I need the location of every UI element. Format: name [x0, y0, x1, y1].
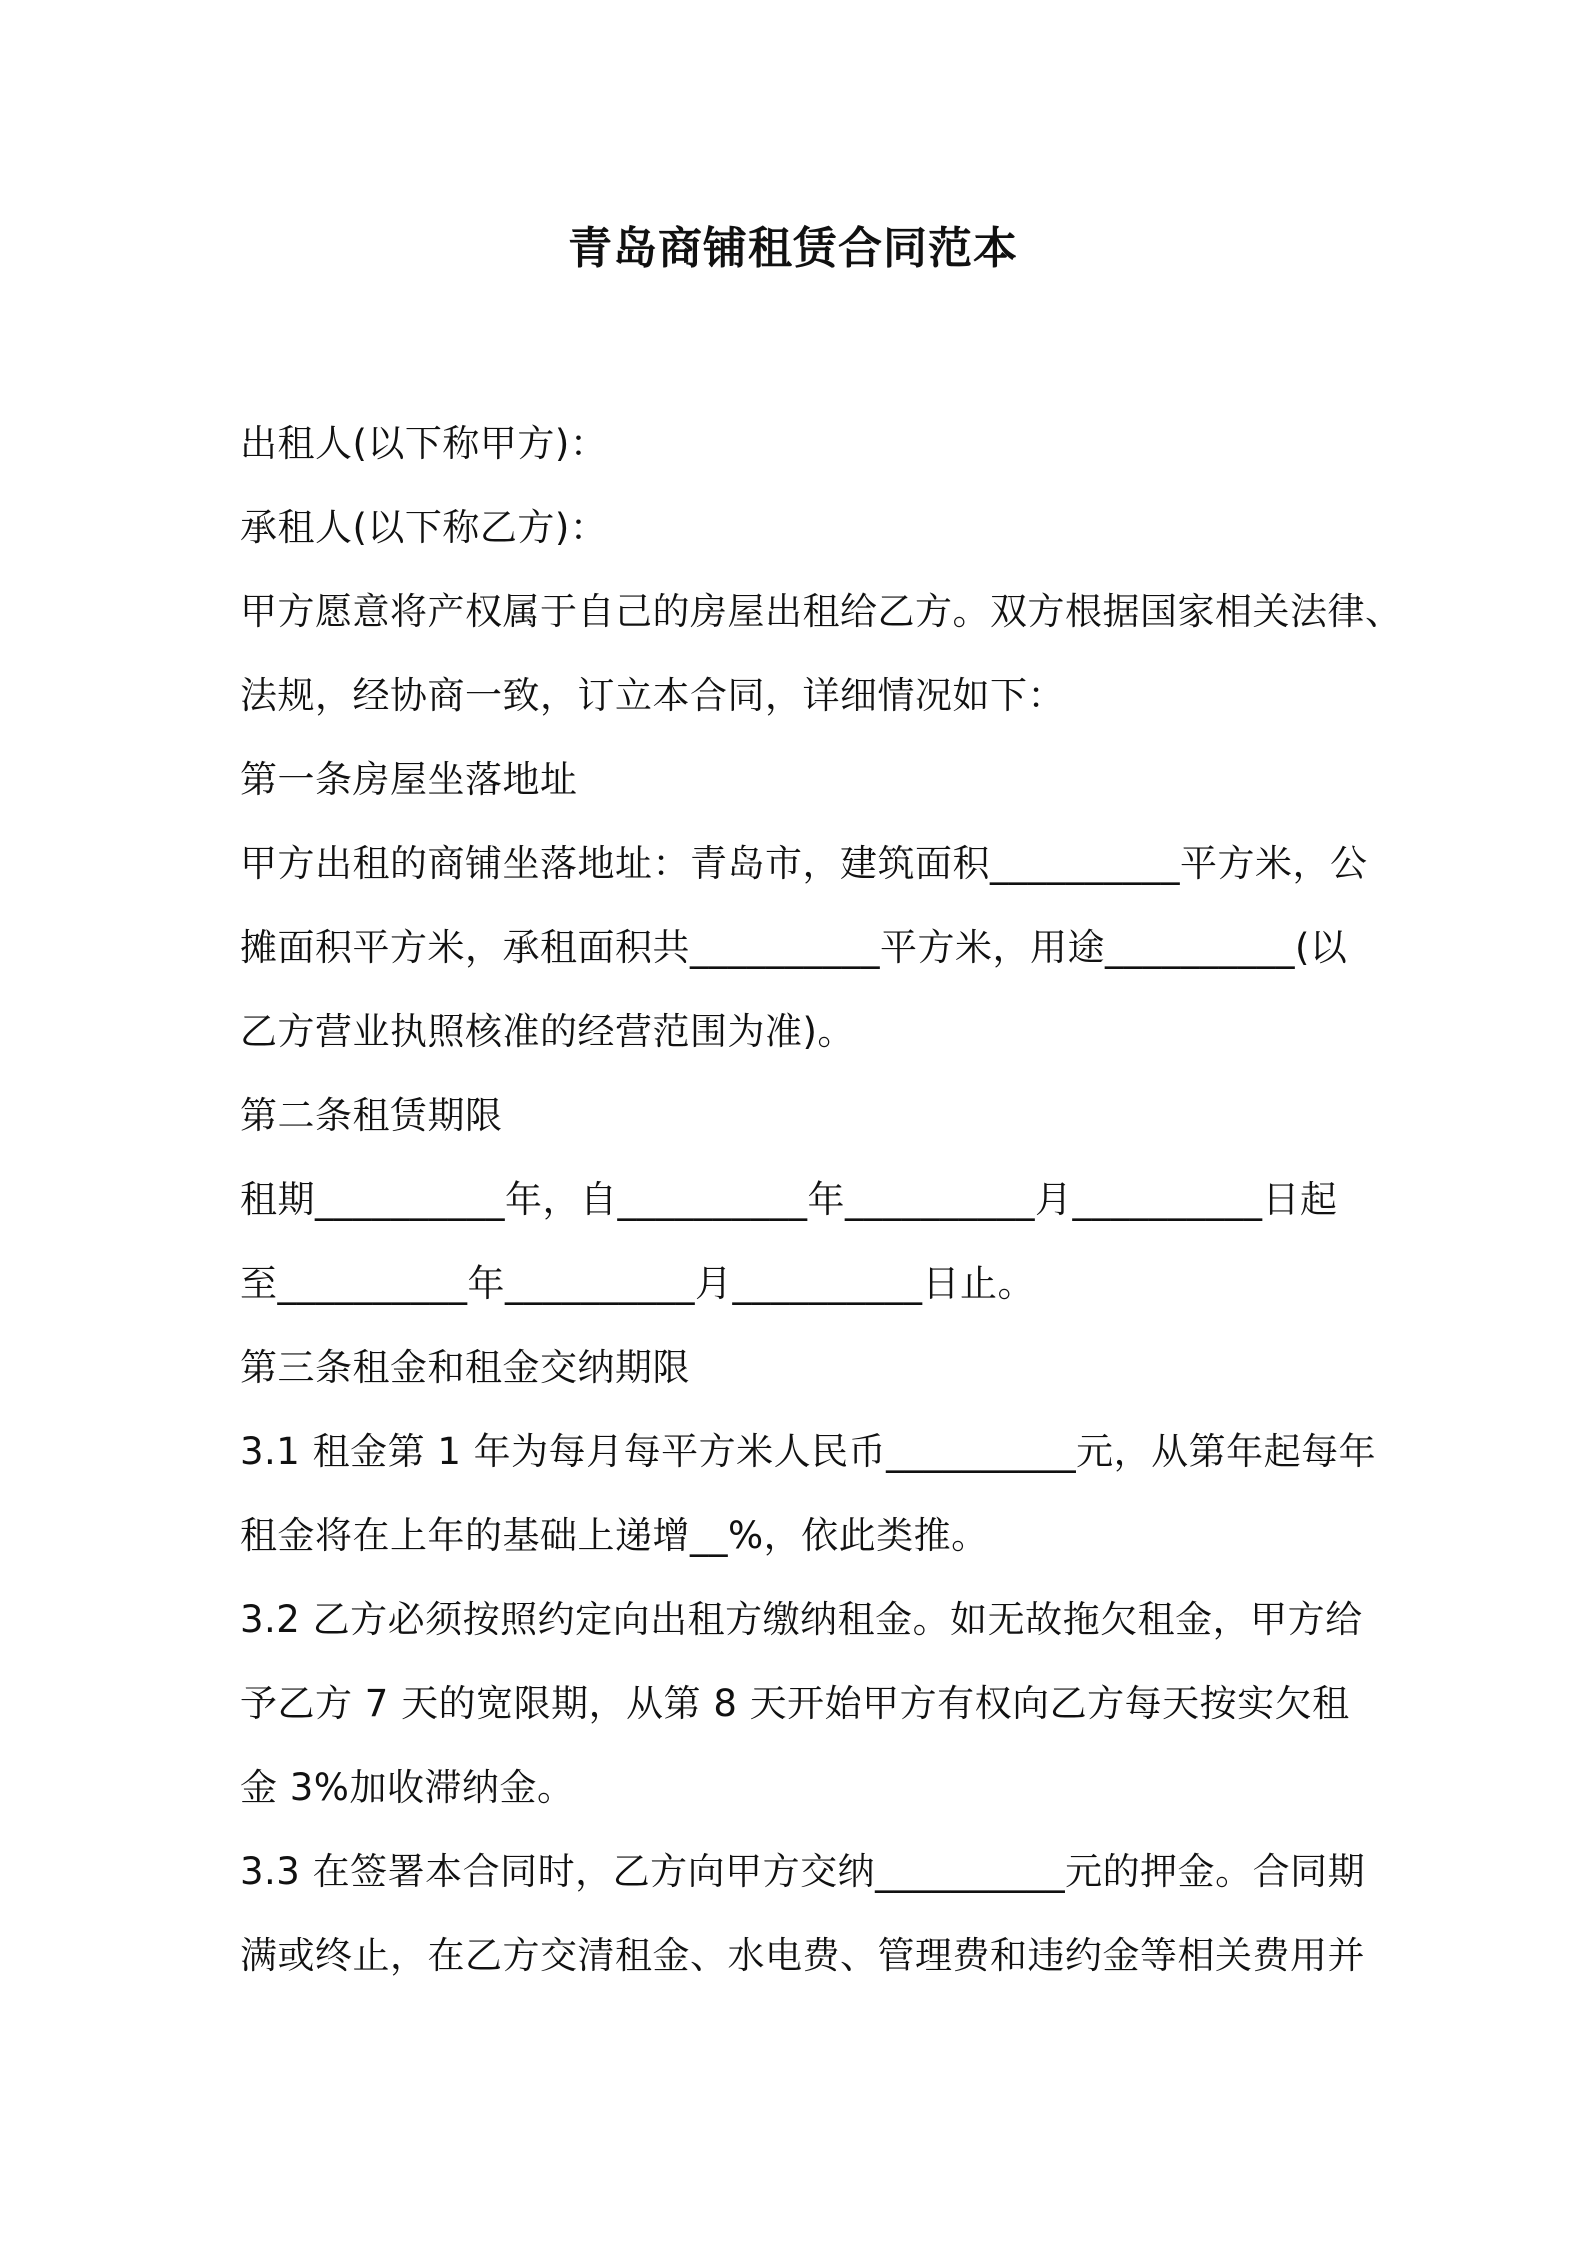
preamble-line-2: 法规，经协商一致，订立本合同，详细情况如下： — [240, 674, 1065, 717]
article-3-heading: 第三条租金和租金交纳期限 — [240, 1346, 690, 1389]
document-title: 青岛商铺租赁合同范本 — [568, 223, 1018, 274]
article-1-line-3: 乙方营业执照核准的经营范围为准)。 — [240, 1010, 855, 1053]
article-2-line-1: 租期__________年，自__________年__________月__________日起 — [240, 1178, 1338, 1221]
article-1-line-1: 甲方出租的商铺坐落地址：青岛市，建筑面积__________平方米，公 — [240, 842, 1368, 885]
article-2-line-2: 至__________年__________月__________日止。 — [240, 1262, 1035, 1305]
article-1-line-2: 摊面积平方米，承租面积共__________平方米，用途__________(以 — [240, 926, 1348, 969]
document-body — [240, 402, 1403, 1998]
lessee-line: 承租人(以下称乙方)： — [240, 506, 608, 549]
article-2-heading: 第二条租赁期限 — [240, 1094, 503, 1137]
lessor-line: 出租人(以下称甲方)： — [240, 422, 608, 465]
clause-3-3-line-2: 满或终止，在乙方交清租金、水电费、管理费和违约金等相关费用并 — [240, 1934, 1365, 1977]
clause-3-2-line-2: 予乙方 7 天的宽限期，从第 8 天开始甲方有权向乙方每天按实欠租 — [240, 1682, 1350, 1725]
clause-3-2-line-3: 金 3%加收滞纳金。 — [240, 1766, 575, 1809]
clause-3-3-line-1: 3.3 在签署本合同时，乙方向甲方交纳__________元的押金。合同期 — [240, 1850, 1366, 1893]
preamble-line-1: 甲方愿意将产权属于自己的房屋出租给乙方。双方根据国家相关法律、 — [240, 590, 1403, 633]
clause-3-2-line-1: 3.2 乙方必须按照约定向出租方缴纳租金。如无故拖欠租金，甲方给 — [240, 1598, 1363, 1641]
article-1-heading: 第一条房屋坐落地址 — [240, 758, 578, 801]
clause-3-1-line-2: 租金将在上年的基础上递增__%，依此类推。 — [240, 1514, 989, 1557]
clause-3-1-line-1: 3.1 租金第 1 年为每月每平方米人民币__________元，从第年起每年 — [240, 1430, 1377, 1473]
